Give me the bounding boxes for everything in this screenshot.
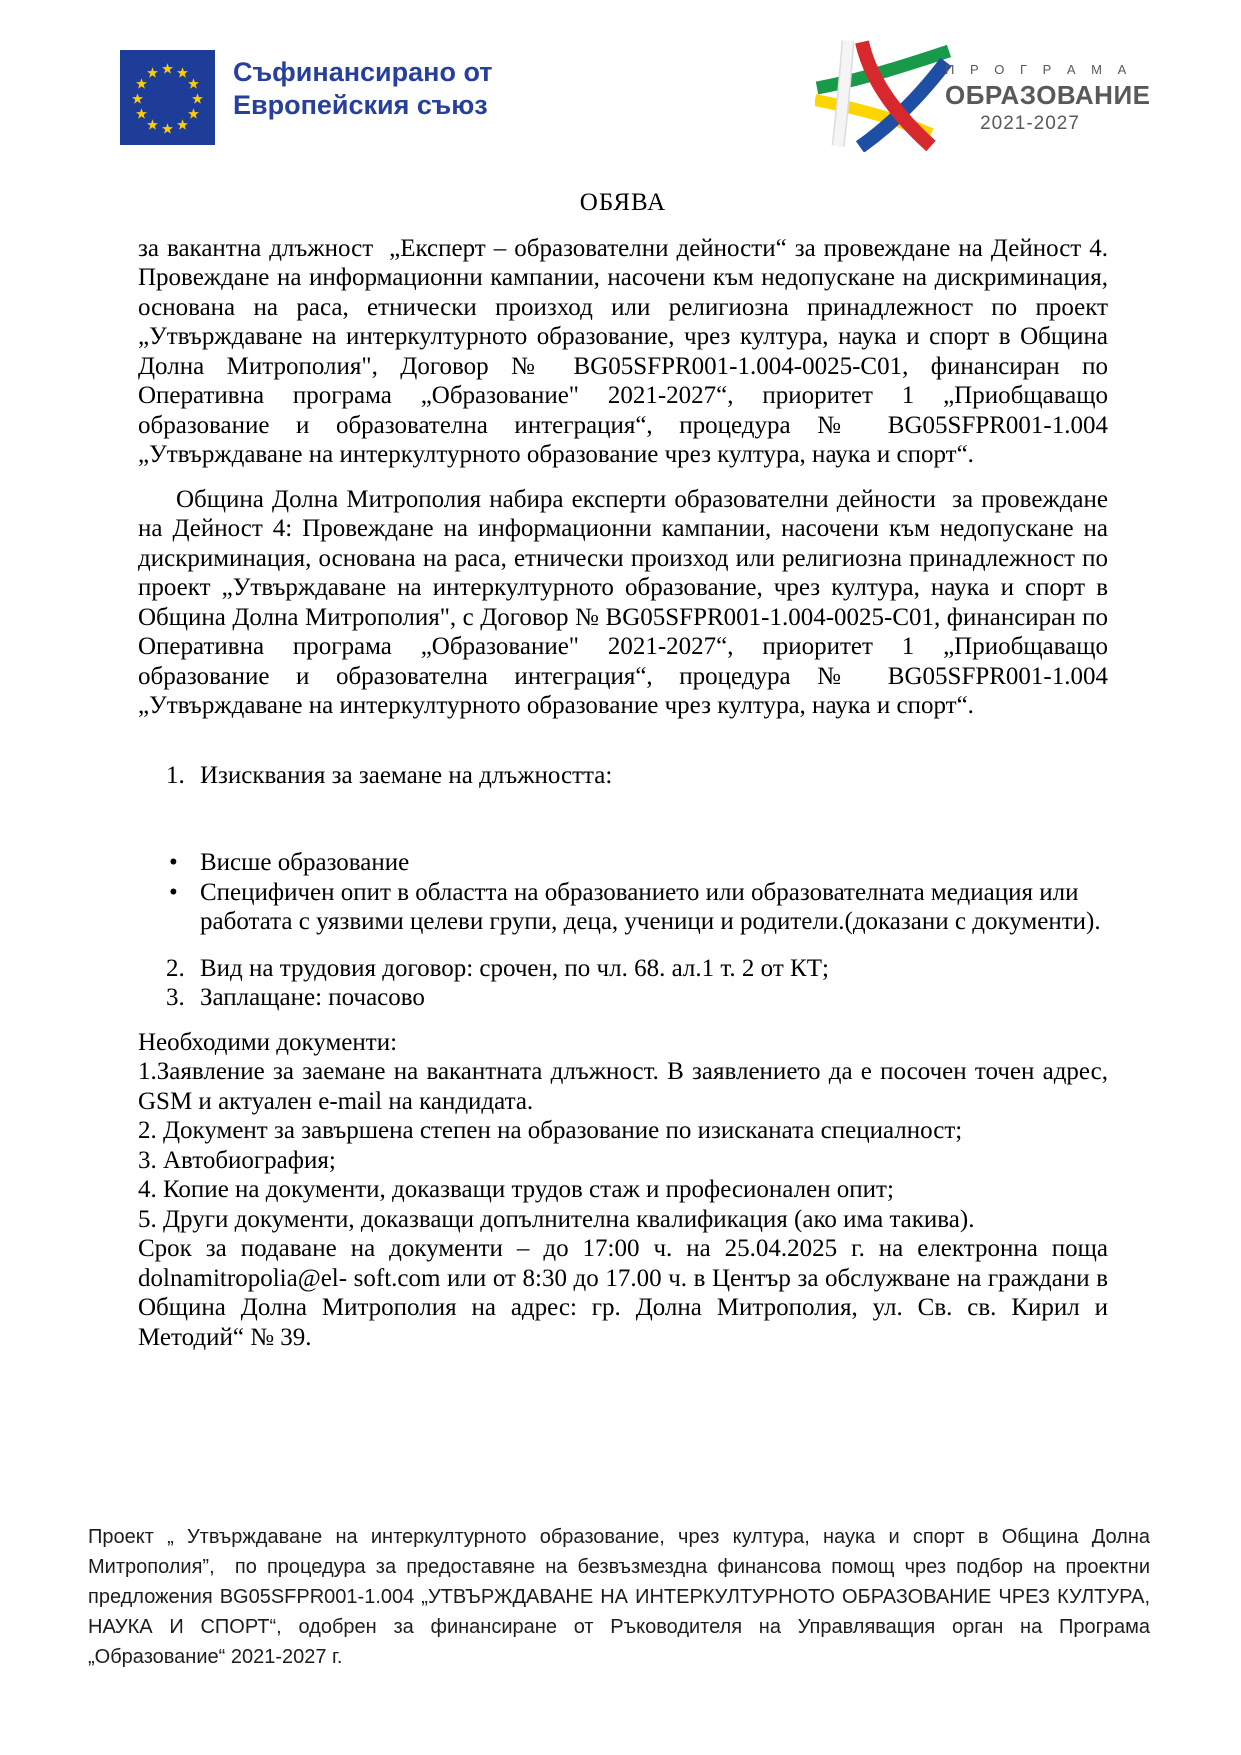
eu-cofunded-line2: Европейския съюз bbox=[233, 90, 488, 120]
second-paragraph: Община Долна Митрополия набира експерти образователни дейности за провеждане на Дейност 4: Провеждане на информационни кампании, насочени към недопускане на дискриминация, основана на раса, етнически произход или религиозна принадлежност по проект „Утвърждаване на интеркултурното образование, чрез култура, наука и спорт в Община Долна Митрополия", с Договор № BG05SFPR001-1.004-0025-C01, финансиран по Оперативна програма „Образование" 2021-2027“, приоритет 1 „Приобщаващо образование и образователна интеграция“, процедура № BG05SFPR001-1.004 „Утвърждаване на интеркултурното образование чрез култура, наука и спорт“. bbox=[138, 485, 1121, 719]
document-item: 3. Автобиография; bbox=[138, 1146, 336, 1174]
requirement-2-number: 2. bbox=[166, 954, 185, 982]
requirement-item-3 bbox=[138, 983, 1108, 1013]
program-ribbons-icon bbox=[815, 40, 955, 152]
requirement-item-2 bbox=[138, 954, 1108, 984]
intro-paragraph: за вакантна длъжност „Експерт – образователни дейности“ за провеждане на Дейност 4. Провеждане на информационни кампании, насочени към недопускане на дискриминация, основана на раса, етнически произход или религиозна принадлежност по проект „Утвърждаване на интеркултурното образование, чрез култура, наука и спорт в Община Долна Митрополия", Договор № BG05SFPR001-1.004-0025-C01, финансиран по Оперативна програма „Образование" 2021-2027“, приоритет 1 „Приобщаващо образование и образователна интеграция“, процедура № BG05SFPR001-1.004 „Утвърждаване на интеркултурното образование чрез култура, наука и спорт“. bbox=[138, 234, 1115, 468]
project-footer-note: Проект „ Утвърждаване на интеркултурното образование, чрез култура, наука и спорт в Община Долна Митрополия”, по процедура за предоставяне на безвъзмездна финансова помощ чрез подбор на проектни предложения BG05SFPR001-1.004 „УТВЪРЖДАВАНЕ НА ИНТЕРКУЛТУРНОТО ОБРАЗОВАНИЕ ЧРЕЗ КУЛТУРА, НАУКА И СПОРТ“, одобрен за финансиране от Ръководителя на Управляващия орган на Програма „Образование“ 2021-2027 г. bbox=[88, 1526, 1156, 1668]
eu-flag-icon bbox=[120, 50, 215, 145]
requirement-item-1 bbox=[138, 761, 1108, 791]
required-documents-section bbox=[138, 1028, 1115, 1353]
document-item: 4. Копие на документи, доказващи трудов стаж и професионален опит; bbox=[138, 1176, 894, 1203]
requirements-bullet-list bbox=[138, 848, 1108, 937]
program-years: 2021-2027 bbox=[980, 113, 1080, 134]
documents-heading: Необходими документи: bbox=[138, 1028, 398, 1056]
program-education-logo bbox=[815, 40, 1151, 160]
eu-cofunded-label bbox=[233, 56, 493, 122]
requirement-2-text: Вид на трудовия договор: срочен, по чл. 68. ал.1 т. 2 от КТ; bbox=[200, 954, 829, 982]
program-kicker: П Р О Г Р А М А bbox=[945, 62, 1133, 77]
requirement-1-text: Изисквания за заемане на длъжността: bbox=[200, 761, 613, 789]
requirement-3-text: Заплащане: почасово bbox=[200, 984, 425, 1011]
program-name: ОБРАЗОВАНИЕ bbox=[945, 80, 1151, 110]
deadline-paragraph: Срок за подаване на документи – до 17:00 ч. на 25.04.2025 г. на електронна поща dolnamitropolia@el- soft.com или от 8:30 до 17.00 ч. в Център за обслужване на граждани в Община Долна Митрополия на адрес: гр. Долна Митрополия, ул. Св. св. Кирил и Методий“ № 39. bbox=[138, 1235, 1115, 1351]
document-item: 2. Документ за завършена степен на образование по изисканата специалност; bbox=[138, 1117, 963, 1144]
requirement-1-number: 1. bbox=[166, 761, 185, 789]
eu-cofunded-line1: Съфинансирано от bbox=[233, 57, 493, 87]
list-item: • Висше образование bbox=[138, 848, 1108, 878]
document-item: 1.Заявление за заемане на вакантната длъжност. В заявлението да е посочен точен адрес, GSM и актуален e-mail на кандидата. bbox=[138, 1058, 1115, 1115]
program-text-block bbox=[945, 62, 1151, 135]
document-item: 5. Други документи, доказващи допълнителна квалификация (ако има такива). bbox=[138, 1205, 975, 1233]
list-item: • Специфичен опит в областта на образованието или образователната медиация или работата с уязвими целеви групи, деца, ученици и родители.(доказани с документи). bbox=[138, 878, 1108, 937]
document-body bbox=[138, 188, 1121, 1352]
requirement-3-number: 3. bbox=[166, 984, 185, 1011]
page-title: ОБЯВА bbox=[579, 189, 667, 216]
